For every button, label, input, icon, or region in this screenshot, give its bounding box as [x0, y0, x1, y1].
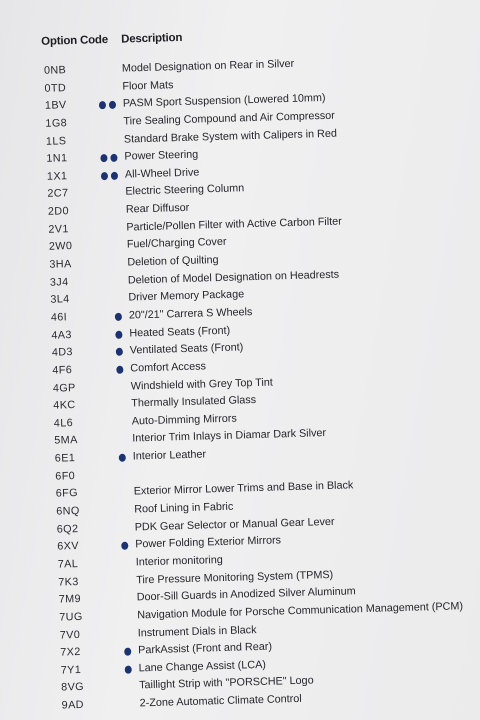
marker-dot-icon [100, 154, 107, 162]
marker-dot-icon [124, 648, 131, 656]
option-code: 4A3 [51, 328, 72, 342]
option-marks [95, 313, 125, 322]
option-code: 3J4 [49, 275, 69, 289]
option-code: 2D0 [47, 205, 70, 218]
option-marks [97, 401, 127, 410]
option-description: Taillight Strip with "PORSCHE" Logo [139, 674, 314, 692]
option-rows [2, 51, 480, 717]
option-code: 4L6 [53, 416, 74, 430]
option-code: 1X1 [46, 170, 68, 183]
marker-dot-icon [99, 101, 106, 109]
option-code: 7V0 [59, 628, 81, 642]
option-marks [102, 559, 132, 568]
option-description: Model Designation on Rear in Silver [121, 57, 295, 75]
option-marks [98, 418, 128, 427]
option-code: 7K3 [58, 575, 79, 589]
option-code: 7AL [57, 557, 79, 571]
option-marks [105, 665, 135, 674]
option-code: 5MA [54, 434, 78, 448]
option-description: Heated Seats (Front) [129, 324, 231, 340]
option-description: Lane Change Assist (LCA) [138, 658, 267, 675]
option-marks [92, 224, 122, 233]
option-code: 9AD [61, 698, 85, 712]
option-description: Instrument Dials in Black [137, 623, 257, 639]
option-marks [89, 101, 119, 110]
option-marks [99, 454, 129, 463]
option-description: Floor Mats [122, 78, 174, 93]
option-code-header: Option Code [41, 34, 109, 48]
option-code: 3HA [49, 258, 72, 271]
option-description: Interior Leather [132, 448, 207, 463]
option-marks [93, 242, 123, 251]
marker-dot-icon [116, 366, 123, 374]
option-marks [100, 507, 130, 516]
description-header: Description [120, 31, 183, 46]
option-description: Tire Pressure Monitoring System (TPMS) [136, 568, 334, 586]
option-code: 4GP [52, 381, 76, 395]
option-description: Thermally Insulated Glass [131, 394, 257, 410]
option-description: 20"/21" Carrera S Wheels [128, 306, 253, 322]
option-marks [96, 348, 126, 357]
option-description: Driver Memory Package [128, 288, 245, 304]
option-marks [97, 383, 127, 392]
option-description: Particle/Pollen Filter with Active Carbon Filter [126, 215, 342, 234]
option-marks [100, 489, 130, 498]
option-description: Standard Brake System with Calipers in Red [123, 127, 338, 146]
option-code: 6F0 [55, 469, 76, 483]
option-code: 7X2 [60, 646, 81, 659]
option-marks [95, 330, 125, 339]
option-description: 2-Zone Automatic Climate Control [139, 692, 302, 710]
option-marks [99, 471, 129, 480]
option-marks [94, 295, 124, 304]
option-description: PASM Sport Suspension (Lowered 10mm) [122, 92, 326, 110]
option-marks [90, 136, 120, 145]
option-code: 2V1 [48, 222, 70, 236]
option-code: 2W0 [48, 240, 73, 254]
marker-dot-icon [119, 454, 126, 462]
option-marks [103, 595, 133, 604]
marker-dot-icon [101, 172, 108, 180]
option-code: 4KC [53, 399, 76, 412]
option-marks [88, 66, 118, 75]
option-marks [96, 366, 126, 375]
option-marks [104, 630, 134, 639]
option-marks [104, 648, 134, 657]
option-code: 8VG [61, 681, 85, 694]
option-code: 1G8 [45, 117, 68, 130]
option-description: Power Folding Exterior Mirrors [135, 534, 282, 551]
option-marks [89, 119, 119, 128]
marker-dot-icon [110, 154, 117, 162]
marker-dot-icon [115, 330, 122, 338]
option-description: Auto-Dimming Mirrors [131, 412, 237, 428]
option-description: Tire Sealing Compound and Air Compressor [123, 109, 335, 128]
option-description: Comfort Access [130, 360, 207, 375]
option-description: ParkAssist (Front and Rear) [138, 640, 273, 657]
option-code: 46I [50, 311, 68, 324]
option-marks [90, 154, 120, 163]
option-marks [93, 260, 123, 269]
option-description: All-Wheel Drive [124, 166, 200, 181]
option-code: 6NQ [56, 504, 80, 518]
option-description: Door-Sill Guards in Anodized Silver Aluminum [136, 585, 356, 604]
option-marks [101, 524, 131, 533]
option-code: 1LS [45, 134, 67, 148]
option-code: 1BV [44, 99, 67, 113]
option-description: Exterior Mirror Lower Trims and Base in Black [133, 479, 354, 498]
option-description: Deletion of Quilting [127, 254, 219, 269]
option-code: 4F6 [52, 364, 73, 377]
option-marks [105, 683, 135, 692]
option-marks [106, 701, 136, 710]
marker-dot-icon [109, 101, 116, 109]
option-code: 7UG [59, 610, 83, 624]
marker-dot-icon [111, 172, 118, 180]
option-description: Fuel/Charging Cover [126, 236, 227, 251]
option-marks [88, 83, 118, 92]
option-code: 7M9 [58, 593, 82, 606]
option-code: 6E1 [54, 452, 76, 465]
option-code: 7Y1 [60, 663, 82, 677]
option-marks [92, 207, 122, 216]
option-description: PDK Gear Selector or Manual Gear Lever [134, 515, 335, 534]
option-code: 1N1 [46, 152, 68, 165]
option-code: 6XV [57, 540, 80, 553]
option-code: 0NB [43, 64, 67, 77]
marker-dot-icon [115, 313, 122, 321]
option-marks [101, 542, 131, 551]
option-description: Ventilated Seats (Front) [129, 341, 244, 357]
option-marks [91, 189, 121, 198]
option-description: Windshield with Grey Top Tint [130, 376, 273, 393]
option-description: Interior Trim Inlays in Diamar Dark Silver [132, 427, 327, 445]
option-description: Roof Lining in Fabric [134, 500, 234, 516]
marker-dot-icon [121, 542, 128, 550]
option-marks [98, 436, 128, 445]
option-marks [102, 577, 132, 586]
option-description: Interior monitoring [135, 553, 223, 569]
option-marks [94, 277, 124, 286]
option-code: 3L4 [50, 293, 70, 307]
option-description: Electric Steering Column [125, 182, 245, 199]
option-code: 6FG [55, 487, 79, 501]
option-description: Deletion of Model Designation on Headrests [127, 268, 340, 287]
marker-dot-icon [116, 348, 123, 356]
option-code: 2C7 [47, 187, 69, 201]
marker-dot-icon [125, 665, 132, 673]
option-marks [103, 612, 133, 621]
option-description: Power Steering [124, 148, 199, 163]
option-code: 6Q2 [56, 522, 79, 536]
option-code: 0TD [44, 81, 67, 95]
option-description: Rear Diffusor [125, 201, 190, 216]
option-description: Navigation Module for Porsche Communication Management (PCM) [137, 600, 464, 622]
option-code: 4D3 [51, 346, 74, 359]
option-marks [91, 172, 121, 181]
